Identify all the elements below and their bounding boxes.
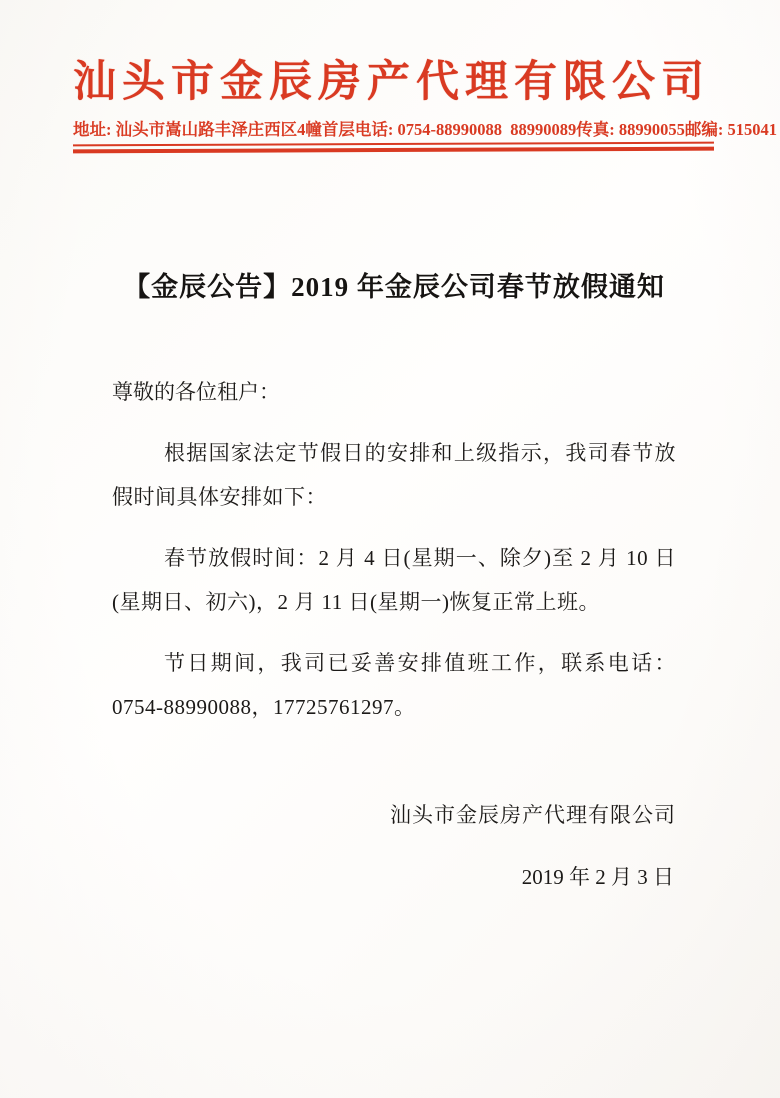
paragraph: 节日期间，我司已妥善安排值班工作，联系电话：0754-88990088，17725761297。 bbox=[112, 650, 676, 719]
contact-line bbox=[73, 116, 777, 140]
letterhead-divider bbox=[73, 141, 714, 153]
paragraph-list bbox=[112, 431, 676, 729]
contact-segment: 地址: 汕头市嵩山路丰泽庄西区4幢首层 bbox=[73, 119, 355, 139]
paragraph: 春节放假时间：2 月 4 日(星期一、除夕)至 2 月 10 日(星期日、初六)，2 月 11 日(星期一)恢复正常上班。 bbox=[112, 545, 676, 614]
paragraph: 根据国家法定节假日的安排和上级指示，我司春节放假时间具体安排如下： bbox=[112, 440, 676, 509]
salutation: 尊敬的各位租户： bbox=[112, 379, 280, 404]
notice-title: 【金辰公告】2019 年金辰公司春节放假通知 bbox=[123, 271, 665, 302]
company-name: 汕头市金辰房产代理有限公司 bbox=[73, 59, 710, 106]
signature-block bbox=[112, 801, 676, 891]
divider-thick-line bbox=[73, 146, 714, 153]
notice-body bbox=[0, 265, 780, 891]
signature-date: 2019 年 2 月 3 日 bbox=[521, 864, 674, 889]
contact-segment: 邮编: 515041 bbox=[684, 119, 777, 139]
divider-thin-line bbox=[73, 141, 714, 146]
signature-company: 汕头市金辰房产代理有限公司 bbox=[390, 802, 676, 827]
letterhead bbox=[0, 0, 780, 152]
contact-segment: 电话: 0754-88990088 88990089 bbox=[354, 119, 577, 139]
contact-segment: 传真: 88990055 bbox=[576, 119, 685, 139]
